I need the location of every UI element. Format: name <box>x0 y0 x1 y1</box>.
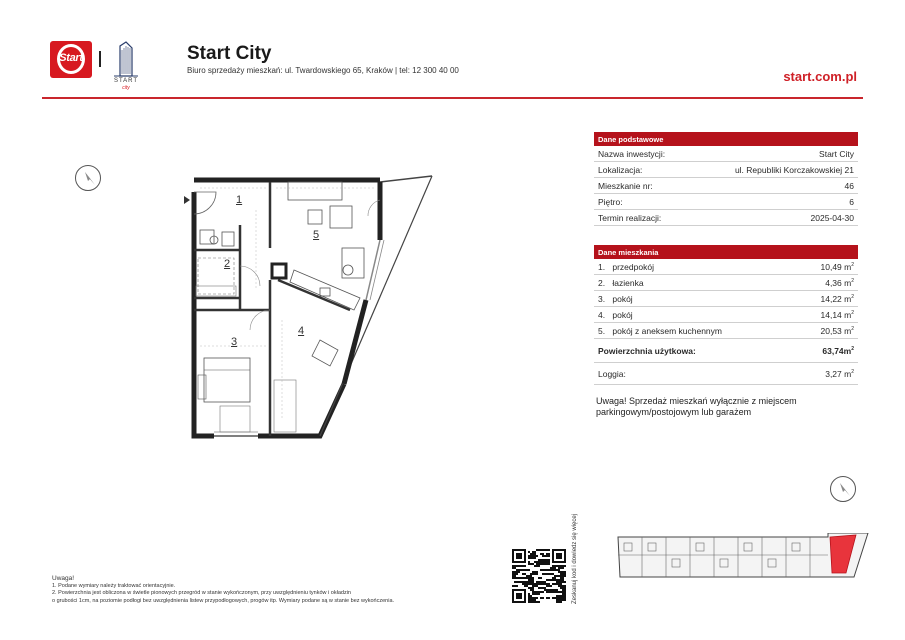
header-divider <box>42 97 863 99</box>
room-area: 14,14 m <box>820 309 852 320</box>
unit-exponent: 2 <box>851 368 854 375</box>
loggia-value: 3,27 m <box>825 368 852 379</box>
table-row <box>594 146 858 162</box>
basic-data-heading: Dane podstawowe <box>594 132 858 146</box>
page-title: Start City <box>187 43 272 64</box>
unit-exponent: 2 <box>851 309 854 316</box>
floor-plan-drawing <box>170 170 450 445</box>
logo-separator <box>99 51 101 67</box>
row-value: 2025-04-30 <box>810 212 854 223</box>
room-area: 4,36 m <box>825 277 852 288</box>
qr-code-icon <box>512 549 566 603</box>
room-number: 1. <box>598 261 606 272</box>
website-link[interactable]: start.com.pl <box>783 69 857 84</box>
apartment-data-table <box>594 245 858 385</box>
apartment-data-heading: Dane mieszkania <box>594 245 858 259</box>
north-arrow-small-icon <box>830 476 856 502</box>
table-row <box>594 178 858 194</box>
room-number: 4. <box>598 309 606 320</box>
disclaimer-line-1: 1. Podane wymiary należy traktować orientacyjnie. <box>52 582 176 589</box>
row-value: 6 <box>849 196 854 207</box>
table-row <box>594 210 858 226</box>
table-row <box>594 275 858 291</box>
start-logo-text: Start <box>59 52 83 64</box>
qr-code[interactable] <box>512 549 566 603</box>
start-city-logo <box>108 40 144 95</box>
floor-plan <box>170 170 450 445</box>
disclaimer-line-2: 2. Powierzchnia jest obliczona w świetle pionowych przegród w stanie wykończonym, przy uwzględnieniu tynków i okładzin <box>52 590 351 596</box>
row-value: 46 <box>844 180 854 191</box>
north-arrow-icon <box>75 165 101 191</box>
table-row <box>594 307 858 323</box>
row-label: Nazwa inwestycji: <box>598 148 666 159</box>
page-header <box>0 0 905 100</box>
disclaimer <box>52 575 492 605</box>
loggia-label: Loggia: <box>598 368 626 379</box>
unit-exponent: 2 <box>851 345 854 352</box>
room-name: przedpokój <box>612 261 654 272</box>
row-label: Piętro: <box>598 196 623 207</box>
key-plan-drawing <box>614 533 870 579</box>
unit-exponent: 2 <box>851 293 854 300</box>
tower-icon <box>108 40 144 78</box>
table-row <box>594 194 858 210</box>
usable-area-row <box>594 339 858 363</box>
row-label: Lokalizacja: <box>598 164 643 175</box>
room-label-4: 4 <box>298 325 305 337</box>
room-name: pokój <box>612 293 633 304</box>
table-row <box>594 259 858 275</box>
building-key-plan <box>614 533 870 579</box>
unit-exponent: 2 <box>851 325 854 332</box>
start-logo[interactable] <box>50 41 92 78</box>
basic-data-table <box>594 132 858 226</box>
sales-office-info: Biuro sprzedaży mieszkań: ul. Twardowskiego 65, Kraków | tel: 12 300 40 00 <box>187 66 459 75</box>
room-number: 3. <box>598 293 606 304</box>
room-area: 14,22 m <box>820 293 852 304</box>
loggia-row <box>594 363 858 385</box>
disclaimer-line-3: o grubości 1cm, na poziomie podłogi bez uwzględnienia listew przypodłogowych, progów itp. Wymiary podane są w stanie bez wykończenia. <box>52 597 395 604</box>
room-number: 5. <box>598 325 606 336</box>
row-value: Start City <box>819 148 854 159</box>
city-logo-sub: city <box>122 85 130 91</box>
table-row <box>594 162 858 178</box>
table-row <box>594 291 858 307</box>
city-logo-caption: START <box>113 78 139 84</box>
table-row <box>594 323 858 339</box>
room-number: 2. <box>598 277 606 288</box>
row-label: Mieszkanie nr: <box>598 180 653 191</box>
scan-qr-label: Zeskanuj kod i dowiedz się więcej <box>572 513 578 604</box>
row-value: ul. Republiki Korczakowskiej 21 <box>734 164 854 175</box>
parking-note: Uwaga! Sprzedaż mieszkań wyłącznie z miejscem parkingowym/postojowym lub garażem <box>596 396 797 417</box>
usable-area-value: 63,74m <box>822 345 852 356</box>
room-label-1: 1 <box>236 194 243 206</box>
room-name: pokój <box>612 309 633 320</box>
room-label-5: 5 <box>313 229 320 241</box>
unit-exponent: 2 <box>851 277 854 284</box>
room-name: pokój z aneksem kuchennym <box>612 325 722 336</box>
room-label-2: 2 <box>224 258 231 270</box>
room-label-3: 3 <box>231 336 238 348</box>
usable-area-label: Powierzchnia użytkowa: <box>598 345 696 356</box>
room-area: 20,53 m <box>820 325 852 336</box>
row-label: Termin realizacji: <box>598 212 662 223</box>
unit-exponent: 2 <box>851 261 854 268</box>
disclaimer-heading: Uwaga! <box>52 575 75 582</box>
room-name: łazienka <box>612 277 644 288</box>
room-area: 10,49 m <box>820 261 852 272</box>
